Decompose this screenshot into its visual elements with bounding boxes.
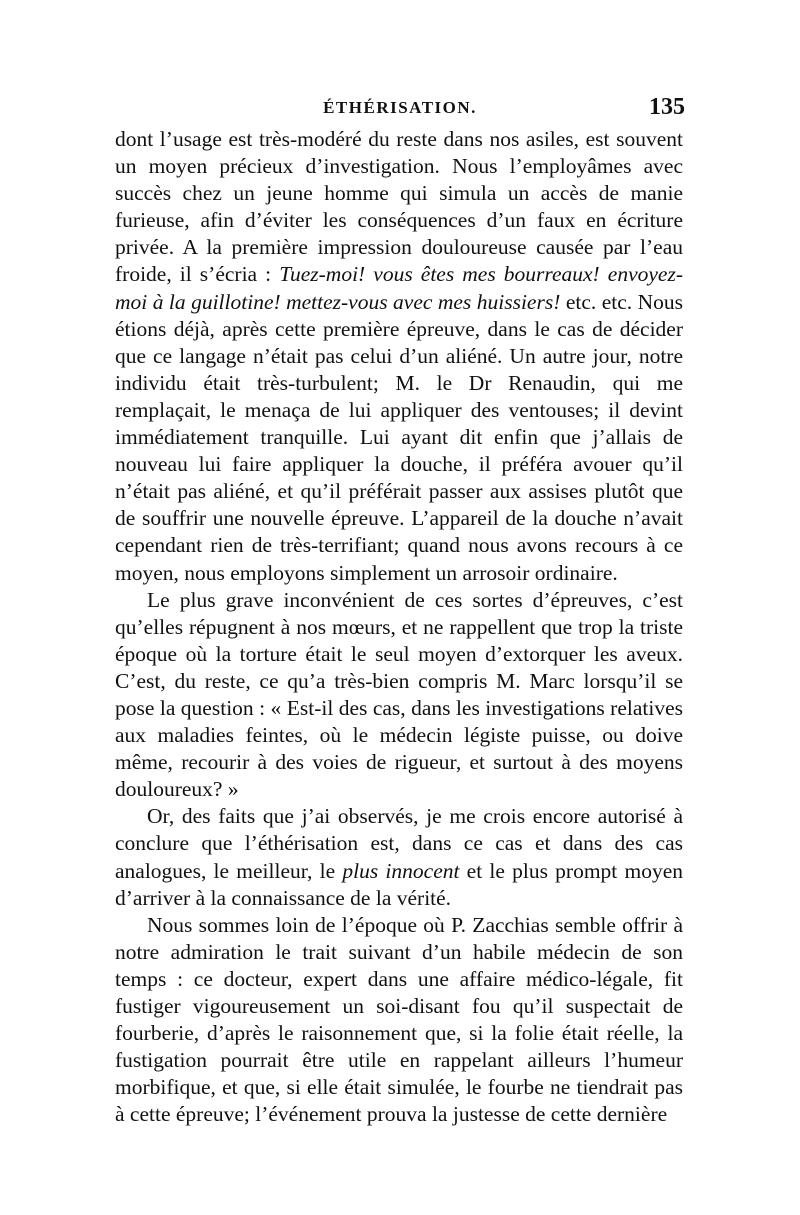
page-header <box>115 94 685 128</box>
italic-text: plus innocent <box>342 858 460 883</box>
text-run: dont l’usage est très-modéré du reste dans nos asiles, est souvent un moyen précieux d’investigation. Nous l’employâmes avec succès chez un jeune homme qui simula un accès de manie furieuse, afin d’éviter les conséquences d’un faux en écriture privée. A la première impression douloureuse causée par l’eau froide, il s’écria : <box>115 127 683 287</box>
text-run: Le plus grave inconvénient de ces sortes d’épreuves, c’est qu’elles répugnent à nos mœurs, et ne rappellent que trop la triste époque où la torture était le seul moyen d’extorquer les aveux. C’est, du reste, ce qu’a très-bien compris M. Marc lorsqu’il se pose la question : « Est-il des cas, dans les investigations relatives aux maladies feintes, où le médecin légiste puisse, ou doive même, recourir à des voies de rigueur, et surtout à des moyens douloureux? » <box>115 587 683 802</box>
body-text <box>115 126 683 1128</box>
paragraph <box>115 803 683 911</box>
italic-text: Tuez-moi! vous êtes mes bourreaux! envoyez-moi à la guillotine! mettez-vous avec mes huissiers! <box>115 262 683 314</box>
paragraph <box>115 912 683 1129</box>
paragraph <box>115 126 683 587</box>
text-run: Or, des faits que j’ai observés, je me crois encore autorisé à conclure que l’éthérisation est, dans ce cas et dans des cas analogues, le meilleur, le <box>115 804 683 883</box>
running-head: ÉTHÉRISATION. <box>323 98 477 117</box>
paragraph <box>115 587 683 804</box>
text-run: Nous sommes loin de l’époque où P. Zacchias semble offrir à notre admiration le trait suivant d’un habile médecin de son temps : ce docteur, expert dans une affaire médico-légale, fit fustiger vigoureusement un soi-disant fou qu’il suspectait de fourberie, d’après le raisonnement que, si la folie était réelle, la fustigation pourrait être utile en rappelant ailleurs l’humeur morbifique, et que, si elle était simulée, le fourbe ne tiendrait pas à cette épreuve; l’événement prouva la justesse de cette dernière <box>115 912 683 1127</box>
text-run: et le plus prompt moyen d’arriver à la connaissance de la vérité. <box>115 858 684 910</box>
text-run: etc. etc. Nous étions déjà, après cette première épreuve, dans le cas de décider que ce langage n’était pas celui d’un aliéné. Un autre jour, notre individu était très-turbulent; M. le Dr Renaudin, qui me remplaçait, le menaça de lui appliquer des ventouses; il devint immédiatement tranquille. Lui ayant dit enfin que j’allais de nouveau lui faire appliquer la douche, il préféra avouer qu’il n’était pas aliéné, et qu’il préférait passer aux assises plutôt que de souffrir une nouvelle épreuve. L’appareil de la douche n’avait cependant rien de très-terrifiant; quand nous avons recours à ce moyen, nous employons simplement un arrosoir ordinaire. <box>115 289 683 585</box>
page-number: 135 <box>649 94 685 120</box>
